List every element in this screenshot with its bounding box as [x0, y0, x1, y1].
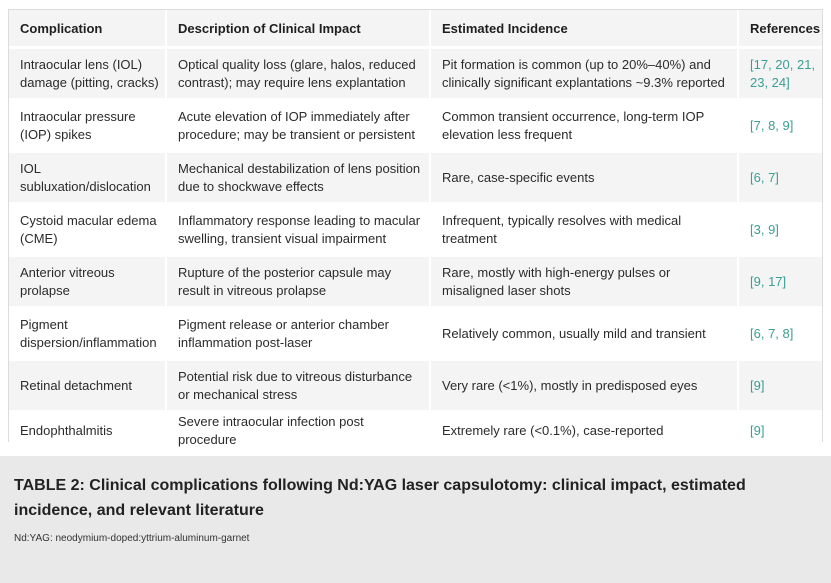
- header-incidence: Estimated Incidence: [431, 10, 739, 46]
- cell-complication: Endophthalmitis: [9, 410, 167, 449]
- reference-link[interactable]: [9, 17]: [739, 254, 822, 306]
- cell-complication: Cystoid macular edema (CME): [9, 202, 167, 254]
- cell-description: Inflammatory response leading to macular swelling, transient visual impairment: [167, 202, 431, 254]
- header-references: References: [739, 10, 822, 46]
- cell-incidence: Common transient occurrence, long-term IOP elevation less frequent: [431, 98, 739, 150]
- cell-description: Acute elevation of IOP immediately after procedure; may be transient or persistent: [167, 98, 431, 150]
- table-row: [9, 150, 822, 202]
- cell-complication: Anterior vitreous prolapse: [9, 254, 167, 306]
- cell-complication: Intraocular pressure (IOP) spikes: [9, 98, 167, 150]
- table-row: [9, 254, 822, 306]
- table-caption: [0, 456, 831, 583]
- reference-link[interactable]: [9]: [739, 410, 822, 449]
- table-row: [9, 46, 822, 98]
- cell-complication: Pigment dispersion/inflammation: [9, 306, 167, 358]
- reference-link[interactable]: [17, 20, 21, 23, 24]: [739, 46, 822, 98]
- table-row: [9, 358, 822, 410]
- cell-incidence: Very rare (<1%), mostly in predisposed eyes: [431, 358, 739, 410]
- complications-table: [9, 10, 822, 449]
- reference-link[interactable]: [3, 9]: [739, 202, 822, 254]
- header-description: Description of Clinical Impact: [167, 10, 431, 46]
- table-row: [9, 410, 822, 449]
- cell-description: Potential risk due to vitreous disturbance or mechanical stress: [167, 358, 431, 410]
- table-row: [9, 306, 822, 358]
- cell-complication: Intraocular lens (IOL) damage (pitting, cracks): [9, 46, 167, 98]
- cell-incidence: Rare, mostly with high-energy pulses or misaligned laser shots: [431, 254, 739, 306]
- caption-title: TABLE 2: Clinical complications following Nd:YAG laser capsulotomy: clinical impact, estimated incidence, and relevant literature: [14, 477, 746, 519]
- cell-incidence: Rare, case-specific events: [431, 150, 739, 202]
- cell-description: Mechanical destabilization of lens position due to shockwave effects: [167, 150, 431, 202]
- cell-incidence: Extremely rare (<0.1%), case-reported: [431, 410, 739, 449]
- complications-table-container: [8, 9, 823, 447]
- cell-incidence: Pit formation is common (up to 20%–40%) and clinically significant explantations ~9.3% reported: [431, 46, 739, 98]
- reference-link[interactable]: [6, 7, 8]: [739, 306, 822, 358]
- reference-link[interactable]: [9]: [739, 358, 822, 410]
- table-row: [9, 202, 822, 254]
- reference-link[interactable]: [7, 8, 9]: [739, 98, 822, 150]
- cell-complication: IOL subluxation/dislocation: [9, 150, 167, 202]
- cell-incidence: Relatively common, usually mild and transient: [431, 306, 739, 358]
- reference-link[interactable]: [6, 7]: [739, 150, 822, 202]
- cell-incidence: Infrequent, typically resolves with medical treatment: [431, 202, 739, 254]
- header-complication: Complication: [9, 10, 167, 46]
- caption-abbreviation-note: Nd:YAG: neodymium-doped:yttrium-aluminum-garnet: [14, 533, 250, 544]
- table-header-row: [9, 10, 822, 46]
- cell-description: Pigment release or anterior chamber inflammation post-laser: [167, 306, 431, 358]
- cell-description: Rupture of the posterior capsule may result in vitreous prolapse: [167, 254, 431, 306]
- cell-description: Severe intraocular infection post procedure: [167, 410, 431, 449]
- cell-description: Optical quality loss (glare, halos, reduced contrast); may require lens explantation: [167, 46, 431, 98]
- cell-complication: Retinal detachment: [9, 358, 167, 410]
- table-row: [9, 98, 822, 150]
